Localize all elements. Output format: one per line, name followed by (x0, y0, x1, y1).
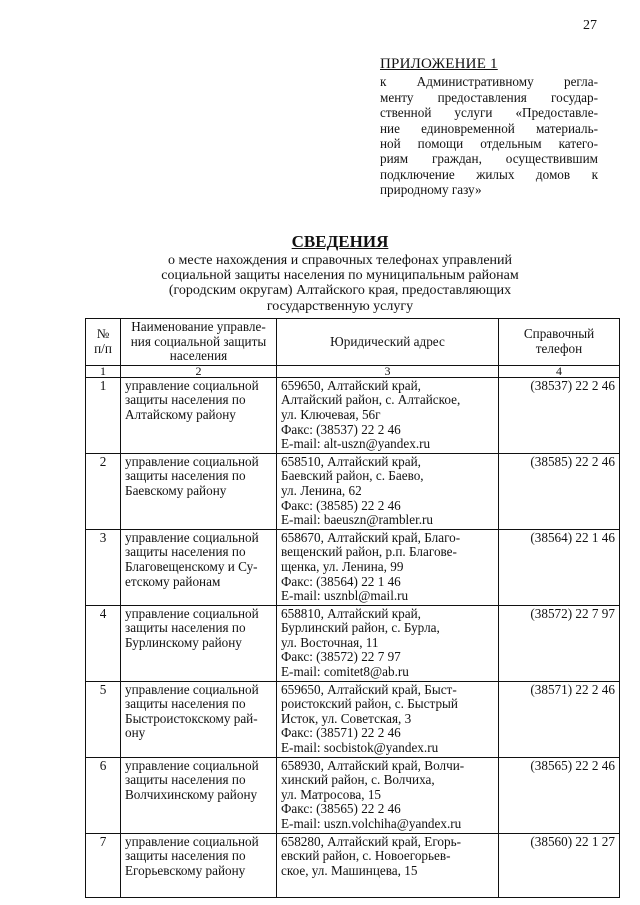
table-header-row (86, 319, 620, 366)
address-line: ское, ул. Машинцева, 15 (281, 862, 418, 878)
office-name-cell (121, 605, 277, 681)
address-line: Исток, ул. Советская, 3 (281, 710, 412, 726)
office-name-line: Баевскому району (125, 482, 227, 498)
address-cell (277, 453, 499, 529)
office-name-line: Волчихинскому району (125, 786, 258, 802)
fax-line: Факс: (38565) 22 2 46 (281, 801, 401, 817)
table-row (86, 833, 620, 897)
email-line: E-mail: comitet8@ab.ru (281, 664, 409, 680)
document-heading (120, 232, 560, 314)
office-name-line: Быстроистокскому рай- (125, 710, 258, 726)
appendix-line: подключение жилых домов к (380, 166, 598, 182)
appendix-block (380, 57, 598, 198)
appendix-line: ственной услуги «Предоставле- (380, 105, 598, 121)
address-cell (277, 529, 499, 605)
appendix-line: ние единовременной материаль- (380, 120, 598, 136)
address-line: щенка, ул. Ленина, 99 (281, 558, 404, 574)
table-row (86, 377, 620, 453)
phone-cell: (38571) 22 2 46 (499, 681, 620, 757)
offices-table (85, 318, 620, 898)
phone-cell: (38572) 22 7 97 (499, 605, 620, 681)
table-row (86, 529, 620, 605)
heading-line: государственную услугу (266, 298, 414, 314)
column-number: 4 (499, 365, 620, 377)
address-line: 658810, Алтайский край, (281, 605, 421, 621)
email-line: E-mail: usznbl@mail.ru (281, 588, 409, 604)
header-number (86, 319, 121, 366)
header-address (277, 319, 499, 366)
office-name-cell (121, 377, 277, 453)
fax-line: Факс: (38564) 22 1 46 (281, 573, 401, 589)
fax-line: Факс: (38571) 22 2 46 (281, 725, 401, 741)
email-line: E-mail: uszn.volchiha@yandex.ru (281, 816, 462, 831)
appendix-line: риям граждан, осуществившим (380, 151, 598, 167)
office-name-line: управление социальной (125, 529, 259, 545)
column-numbers-row (86, 365, 620, 377)
phone-cell: (38585) 22 2 46 (499, 453, 620, 529)
table-row (86, 757, 620, 833)
address-line: 659650, Алтайский край, (281, 377, 421, 393)
table-row (86, 681, 620, 757)
heading-line: социальной защиты населения по муниципальным районам (161, 268, 519, 284)
header-line: населения (169, 348, 228, 364)
header-line: Справочный (523, 326, 595, 342)
office-name-line: защиты населения по (125, 772, 246, 788)
office-name-cell (121, 529, 277, 605)
office-name-cell (121, 833, 277, 897)
header-line: Наименование управле- (131, 319, 266, 334)
table-row (86, 453, 620, 529)
address-line: вещенский район, р.п. Благове- (281, 544, 457, 560)
office-name-cell (121, 453, 277, 529)
office-name-line: защиты населения по (125, 392, 246, 408)
address-cell (277, 757, 499, 833)
appendix-title: ПРИЛОЖЕНИЕ 1 (380, 56, 498, 72)
row-number: 6 (86, 757, 121, 833)
office-name-line: защиты населения по (125, 620, 246, 636)
address-line: роистокский район, с. Быстрый (281, 696, 458, 712)
phone-cell: (38560) 22 1 27 (499, 833, 620, 897)
address-line: 659650, Алтайский край, Быст- (281, 681, 457, 697)
office-name-line: управление социальной (125, 757, 259, 773)
address-cell (277, 377, 499, 453)
office-name-line: управление социальной (125, 833, 259, 849)
phone-cell: (38565) 22 2 46 (499, 757, 620, 833)
row-number: 3 (86, 529, 121, 605)
email-line: E-mail: baeuszn@rambler.ru (281, 512, 434, 528)
office-name-cell (121, 681, 277, 757)
row-number: 1 (86, 377, 121, 453)
office-name-line: защиты населения по (125, 544, 246, 560)
table-row (86, 605, 620, 681)
address-line: ул. Матросова, 15 (281, 786, 382, 802)
address-line: ул. Ключевая, 56г (281, 406, 381, 422)
address-line: Алтайский район, с. Алтайское, (281, 392, 461, 408)
phone-cell: (38537) 22 2 46 (499, 377, 620, 453)
address-line: ул. Ленина, 62 (281, 482, 362, 498)
email-line: E-mail: alt-uszn@yandex.ru (281, 436, 431, 452)
address-line: 658280, Алтайский край, Егорь- (281, 833, 462, 849)
office-name-line: защиты населения по (125, 696, 246, 712)
fax-line: Факс: (38585) 22 2 46 (281, 497, 401, 513)
heading-title: СВЕДЕНИЯ (291, 232, 389, 251)
header-line: п/п (94, 340, 112, 356)
address-line: ул. Восточная, 11 (281, 634, 379, 650)
address-cell (277, 681, 499, 757)
email-line: E-mail: socbistok@yandex.ru (281, 740, 439, 756)
office-name-line: Бурлинскому району (125, 634, 242, 650)
office-name-line: Егорьевскому району (125, 862, 246, 878)
office-name-line: защиты населения по (125, 848, 246, 864)
office-name-cell (121, 757, 277, 833)
header-office-name (121, 319, 277, 366)
address-line: хинский район, с. Волчиха, (281, 772, 435, 788)
column-number: 3 (277, 365, 499, 377)
office-name-line: Благовещенскому и Су- (125, 558, 258, 574)
heading-line: о месте нахождения и справочных телефонах управлений (167, 253, 513, 268)
appendix-line: ной помощи отдельным катего- (380, 136, 598, 152)
address-line: 658510, Алтайский край, (281, 453, 421, 469)
header-phone (499, 319, 620, 366)
column-number: 2 (121, 365, 277, 377)
appendix-line: менту предоставления государ- (380, 89, 598, 105)
office-name-line: управление социальной (125, 377, 259, 393)
header-line: Юридический адрес (330, 333, 445, 349)
heading-line: (городским округам) Алтайского края, предоставляющих (168, 283, 512, 299)
office-name-line: управление социальной (125, 681, 259, 697)
row-number: 2 (86, 453, 121, 529)
address-line: 658670, Алтайский край, Благо- (281, 529, 461, 545)
page-number: 27 (583, 18, 597, 33)
header-line: телефон (535, 340, 583, 356)
office-name-line: защиты населения по (125, 468, 246, 484)
address-line: Баевский район, с. Баево, (281, 468, 424, 484)
header-line: ния социальной защиты (130, 333, 267, 349)
column-number: 1 (86, 365, 121, 377)
office-name-line: Алтайскому району (125, 406, 236, 422)
row-number: 7 (86, 833, 121, 897)
appendix-line: природному газу» (380, 182, 482, 198)
office-name-line: ону (125, 725, 146, 741)
office-name-line: управление социальной (125, 453, 259, 469)
row-number: 4 (86, 605, 121, 681)
address-cell (277, 833, 499, 897)
address-line: 658930, Алтайский край, Волчи- (281, 757, 465, 773)
office-name-line: управление социальной (125, 605, 259, 621)
address-line: евский район, с. Новоегорьев- (281, 848, 451, 864)
header-line: № (96, 326, 110, 342)
appendix-line: к Административному регла- (380, 74, 598, 90)
row-number: 5 (86, 681, 121, 757)
address-line: Бурлинский район, с. Бурла, (281, 620, 440, 636)
phone-cell: (38564) 22 1 46 (499, 529, 620, 605)
fax-line: Факс: (38537) 22 2 46 (281, 421, 401, 437)
address-cell (277, 605, 499, 681)
fax-line: Факс: (38572) 22 7 97 (281, 649, 401, 665)
office-name-line: етскому районам (125, 573, 221, 589)
